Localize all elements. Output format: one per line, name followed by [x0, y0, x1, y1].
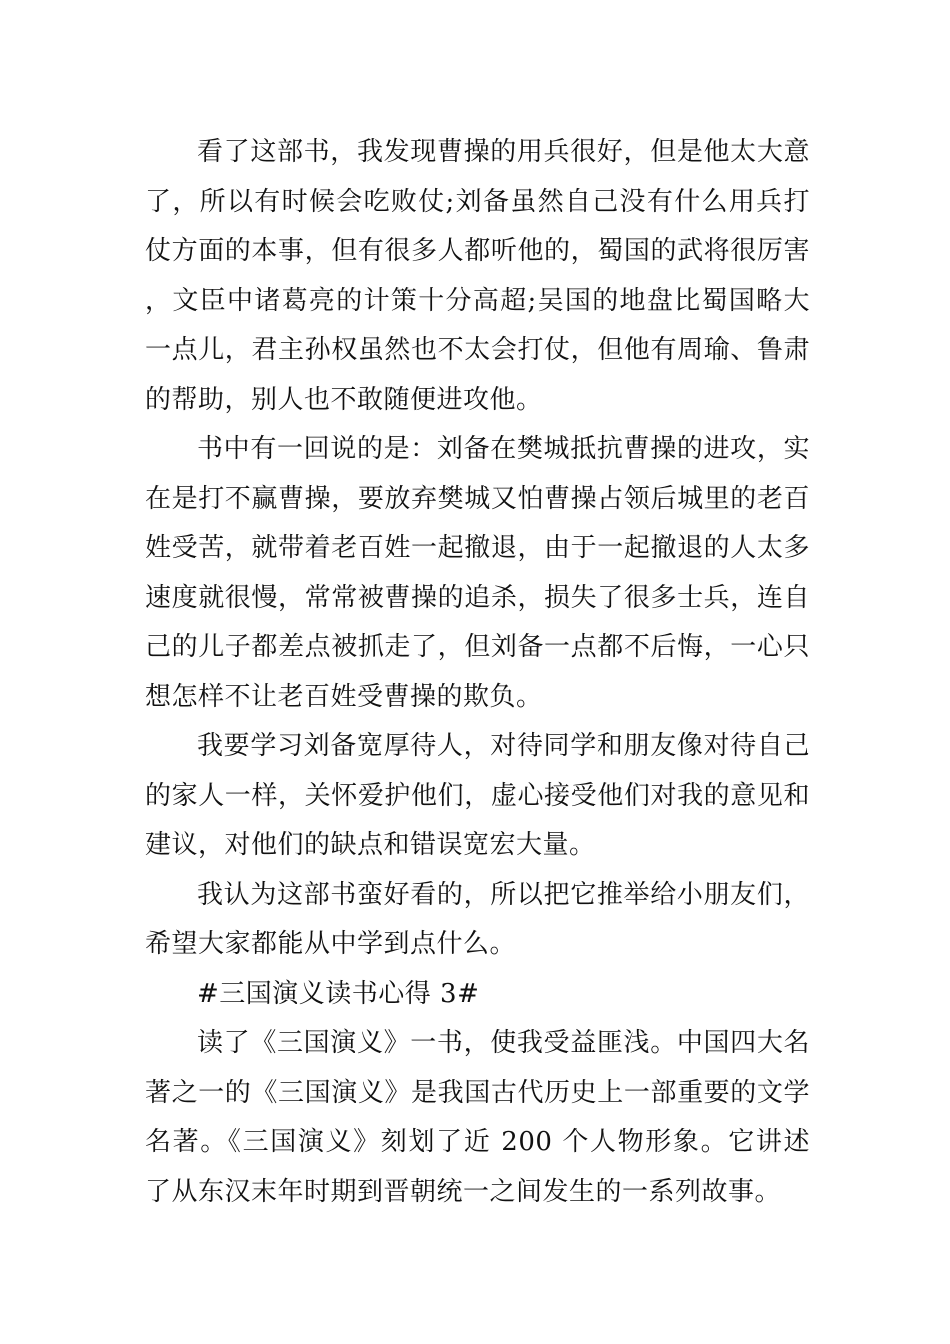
paragraph-5: 读了《三国演义》一书，使我受益匪浅。中国四大名著之一的《三国演义》是我国古代历史上一部重要的文学名著。《三国演义》刻划了近 200 个人物形象。它讲述了从东汉末年时期到晋朝统一之间发生的一系列故事。 — [145, 1028, 810, 1207]
paragraph-4: 我认为这部书蛮好看的，所以把它推举给小朋友们，希望大家都能从中学到点什么。 — [145, 879, 810, 959]
section-heading: #三国演义读书心得 3# — [197, 978, 480, 1009]
document-body — [145, 128, 810, 1217]
paragraph-1: 看了这部书，我发现曹操的用兵很好，但是他太大意了，所以有时候会吃败仗;刘备虽然自己没有什么用兵打仗方面的本事，但有很多人都听他的，蜀国的武将很厉害，文臣中诸葛亮的计策十分高超;吴国的地盘比蜀国略大一点儿，君主孙权虽然也不太会打仗，但他有周瑜、鲁肃的帮助，别人也不敢随便进攻他。 — [145, 137, 810, 415]
paragraph-3: 我要学习刘备宽厚待人，对待同学和朋友像对待自己的家人一样，关怀爱护他们，虚心接受他们对我的意见和建议，对他们的缺点和错误宽宏大量。 — [145, 731, 810, 860]
paragraph-2: 书中有一回说的是：刘备在樊城抵抗曹操的进攻，实在是打不赢曹操，要放弃樊城又怕曹操占领后城里的老百姓受苦，就带着老百姓一起撤退，由于一起撤退的人太多速度就很慢，常常被曹操的追杀，损失了很多士兵，连自己的儿子都差点被抓走了，但刘备一点都不后悔，一心只想怎样不让老百姓受曹操的欺负。 — [145, 434, 810, 712]
